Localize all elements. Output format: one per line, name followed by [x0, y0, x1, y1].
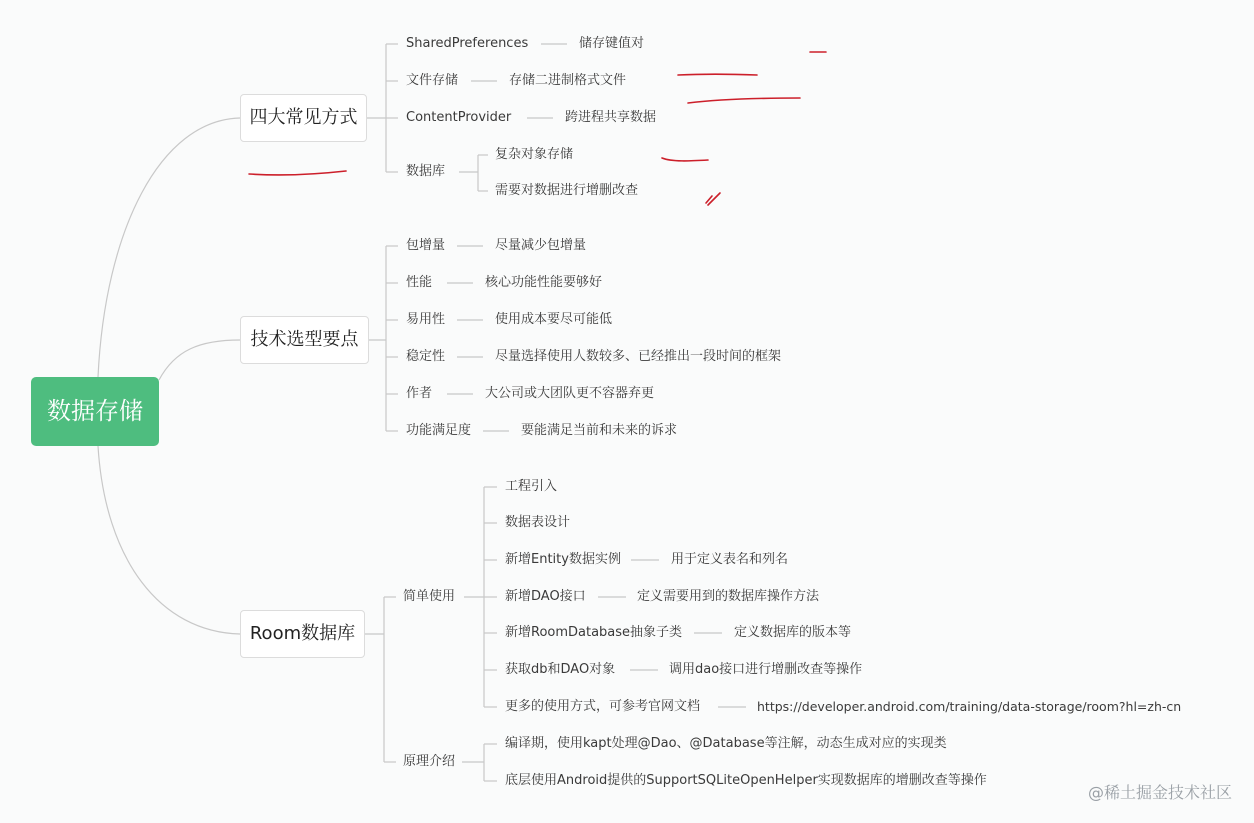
- topic-stability[interactable]: 稳定性: [406, 349, 446, 364]
- topic-performance-desc: 核心功能性能要够好: [485, 275, 603, 290]
- topic-simple-item[interactable]: 获取db和DAO对象: [505, 662, 616, 677]
- topic-package-size-desc: 尽量减少包增量: [495, 238, 587, 253]
- topic-database-child: 复杂对象存储: [495, 147, 574, 162]
- connector-root-branch1: [98, 118, 240, 377]
- topic-docs-link[interactable]: https://developer.android.com/training/data-storage/room?hl=zh-cn: [757, 699, 1182, 714]
- topic-simple-item-desc: 定义需要用到的数据库操作方法: [637, 589, 820, 604]
- topic-package-size[interactable]: 包增量: [406, 238, 446, 253]
- branch-node-room[interactable]: Room数据库: [240, 610, 365, 658]
- topic-simple-item[interactable]: 新增Entity数据实例: [505, 552, 621, 567]
- topic-database-child: 需要对数据进行增删改查: [495, 183, 639, 198]
- topic-performance[interactable]: 性能: [406, 275, 433, 290]
- topic-simple-item[interactable]: 工程引入: [505, 479, 558, 494]
- topic-simple-item-desc: 调用dao接口进行增删改查等操作: [669, 662, 863, 677]
- topic-stability-desc: 尽量选择使用人数较多、已经推出一段时间的框架: [495, 349, 782, 364]
- topic-principle-item[interactable]: 底层使用Android提供的SupportSQLiteOpenHelper实现数据库的增删改查等操作: [505, 773, 987, 788]
- annotation-stroke: [678, 74, 757, 75]
- topic-simple-item[interactable]: 新增DAO接口: [505, 589, 586, 604]
- topic-author-desc: 大公司或大团队更不容器弃更: [485, 386, 655, 401]
- topic-file-storage[interactable]: 文件存储: [406, 73, 459, 88]
- topic-simple-item[interactable]: 更多的使用方式，可参考官网文档: [505, 699, 701, 714]
- topic-principle-item[interactable]: 编译期，使用kapt处理@Dao、@Database等注解，动态生成对应的实现类: [505, 736, 947, 751]
- topic-sharedpreferences[interactable]: SharedPreferences: [406, 36, 529, 51]
- annotation-stroke: [688, 98, 800, 103]
- topic-file-storage-desc: 存储二进制格式文件: [509, 73, 627, 88]
- annotation-stroke: [249, 171, 346, 175]
- topic-sharedpreferences-desc: 储存键值对: [579, 36, 645, 51]
- connector-root-branch2: [159, 340, 240, 380]
- topic-simple-item-desc: 定义数据库的版本等: [734, 625, 852, 640]
- watermark-text: @稀土掘金技术社区: [1087, 783, 1232, 802]
- annotation-stroke: [706, 193, 720, 205]
- branch-node-selection-points[interactable]: 技术选型要点: [240, 316, 369, 364]
- topic-database[interactable]: 数据库: [406, 164, 446, 179]
- topic-principle[interactable]: 原理介绍: [403, 754, 456, 769]
- branch-node-storage-methods[interactable]: 四大常见方式: [240, 94, 367, 142]
- topic-author[interactable]: 作者: [406, 386, 433, 401]
- topic-usability[interactable]: 易用性: [406, 312, 446, 327]
- topic-simple-item-desc: 用于定义表名和列名: [671, 552, 789, 567]
- topic-simple-item[interactable]: 数据表设计: [505, 515, 571, 530]
- topic-feature-fit-desc: 要能满足当前和未来的诉求: [521, 423, 678, 438]
- connector-root-branch3: [98, 446, 240, 634]
- topic-usability-desc: 使用成本要尽可能低: [495, 312, 613, 327]
- topic-feature-fit[interactable]: 功能满足度: [406, 423, 472, 438]
- topic-contentprovider[interactable]: ContentProvider: [406, 110, 512, 125]
- topic-contentprovider-desc: 跨进程共享数据: [565, 110, 657, 125]
- annotation-stroke: [662, 158, 708, 161]
- root-node[interactable]: 数据存储: [31, 377, 159, 446]
- topic-simple-use[interactable]: 简单使用: [403, 589, 456, 604]
- topic-simple-item[interactable]: 新增RoomDatabase抽象子类: [505, 625, 683, 640]
